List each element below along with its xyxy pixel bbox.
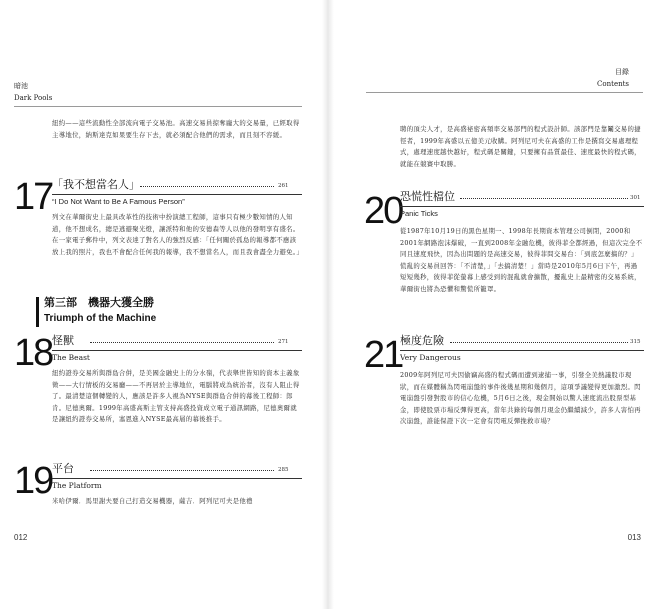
intro-paragraph: 聘的頂尖人才，是高盛祕密高頻率交易部門的程式設計師。該部門是靠鬮交易的捷徑者，1999年高盛以五億美元收購。阿列尼可夫在高盛的工作是撰寫交易處理程式，處理速度越快越好，程式碼是關鍵，只要擁有品質最佳、速度最快的程式碼，就能在競賽中取勝。 xyxy=(400,125,641,168)
chapter-title-en: Panic Ticks xyxy=(400,209,438,218)
chapter-rule xyxy=(400,206,644,207)
chapter-rule xyxy=(52,194,302,195)
dot-leader xyxy=(90,342,274,343)
chapter-summary: 列文在華爾街史上最具改革性的技術中扮演總工程師，這事只有極少數知情的人知道，他不想成名，總是逃避聚光燈，讓派特和他的安德森等人以他的發明享有盛名。在一家電子郵件中，列文表達了對名人的強烈反感：「任何關於孤島的報導都不應該放上我的照片，我也不會配合任何我的報導，我不想當名人，而且我會盡全力避免。」 xyxy=(52,213,304,256)
chapter-summary: 米哈伊爾．馬里謝夫要自己打造交易機器，薩吉．阿列尼可夫是他禮 xyxy=(52,497,253,505)
chapter-title-en: The Platform xyxy=(52,481,102,490)
chapter-rule xyxy=(400,350,644,351)
chapter-title-zh: 怪獸 xyxy=(52,334,74,347)
chapter-page-number: 315 xyxy=(630,339,641,345)
chapter-number: 17 xyxy=(14,176,53,218)
chapter-title-zh: 平台 xyxy=(52,462,74,475)
chapter-title-zh: 恐慌性檔位 xyxy=(400,190,455,203)
running-header-right xyxy=(597,66,629,90)
chapter-title-zh: 極度危險 xyxy=(400,334,444,347)
chapter-title-en: The Beast xyxy=(52,353,90,362)
header-rule xyxy=(14,106,302,107)
chapter-page-number: 285 xyxy=(278,467,289,473)
chapter-rule xyxy=(52,350,302,351)
part-title-en: Triumph of the Machine xyxy=(44,313,157,324)
dot-leader xyxy=(90,470,274,471)
chapter-summary: 從1987年10月19日的黑色星期一、1998年長期資本管理公司倒閉，2000和2001年網路泡沫爆破，一直到2008年金融危機，彼得菲全都經過，但這次完全不同且速度飛快，因為出問題的是高速交易，彼得菲問交易台：「到底怎麼搞的？」慌亂的交易員回答：「不清楚，」「去搞清楚！」當時是2010年5月6日下午，再過短短幾秒，彼得菲從螢幕上感受到的混亂就會擴散，擾亂史上最精密的交易系統，華爾街也將為恐懼和驚慌所籠罩。 xyxy=(400,227,643,293)
chapter-number: 18 xyxy=(14,332,53,374)
chapter-page-number: 271 xyxy=(278,339,289,345)
chapter-summary: 2009年阿列尼可夫因偷竊高盛的程式碼而遭到逮捕一事，引發全美熱議股市現狀，而在媒體稱為閃電崩盤的事件後幾星期和幾個月，這項爭議變得更加激烈。閃電崩盤引發對股市的信心危機，5月6日之後，現金開始以驚人速度流出股票型基金，即使股票市場反彈得更高，當年共錄的每個月現金仍繼續減少，許多人害怕再次崩盤，誰能保證下次一定會有閃電反彈挽救市場？ xyxy=(400,371,641,425)
chapter-rule xyxy=(52,478,302,479)
chapter-number: 20 xyxy=(364,190,403,232)
chapter-page-number: 261 xyxy=(278,183,289,189)
page-number-right: 013 xyxy=(627,533,641,542)
running-header-en: Contents xyxy=(597,80,629,88)
running-header-zh: 目錄 xyxy=(615,68,629,76)
chapter-number: 19 xyxy=(14,460,53,502)
dot-leader xyxy=(460,198,628,199)
running-header-left xyxy=(14,80,52,104)
intro-paragraph: 紐約——這些流動性全部流向電子交易池。高速交易員掠奪龐大的交易量，已經取得主導地位，納斯達克如果要生存下去，就必須配合他們的需求，而且刻不容緩。 xyxy=(52,119,300,139)
chapter-summary: 紐約證券交易所與群島合併，是美國金融史上的分水嶺，代表舉世皆知的資本主義象徵——大行情板的交易廳——不再居於主導地位，電腦將成為統治者，沒有人阻止得了。最清楚這個轉變的人，應該是許多人視為NYSE與群島合併的幕後工程師：郎肯。尼德奧爾。1999年高盛高斯主管支持高盛投資成立電子通訊網路，尼德奧爾就是讓紐約證券交易所，塞恩進入NYSE最高層的幕後推手。 xyxy=(52,369,300,423)
header-rule xyxy=(366,92,643,93)
right-page xyxy=(330,0,655,609)
part-title-zh: 第三部 機器大獲全勝 xyxy=(44,297,154,309)
page-number-left: 012 xyxy=(14,533,28,542)
chapter-number: 21 xyxy=(364,334,403,376)
running-header-en: Dark Pools xyxy=(14,94,53,102)
running-header-zh: 暗池 xyxy=(14,82,28,90)
dot-leader xyxy=(450,342,628,343)
left-page xyxy=(0,0,325,609)
part-bar xyxy=(36,297,39,327)
chapter-title-zh: 「我不想當名人」 xyxy=(52,178,140,191)
chapter-page-number: 301 xyxy=(630,195,641,201)
chapter-title-en: “I Do Not Want to Be A Famous Person” xyxy=(52,197,185,206)
dot-leader xyxy=(140,186,274,187)
chapter-title-en: Very Dangerous xyxy=(400,353,461,362)
